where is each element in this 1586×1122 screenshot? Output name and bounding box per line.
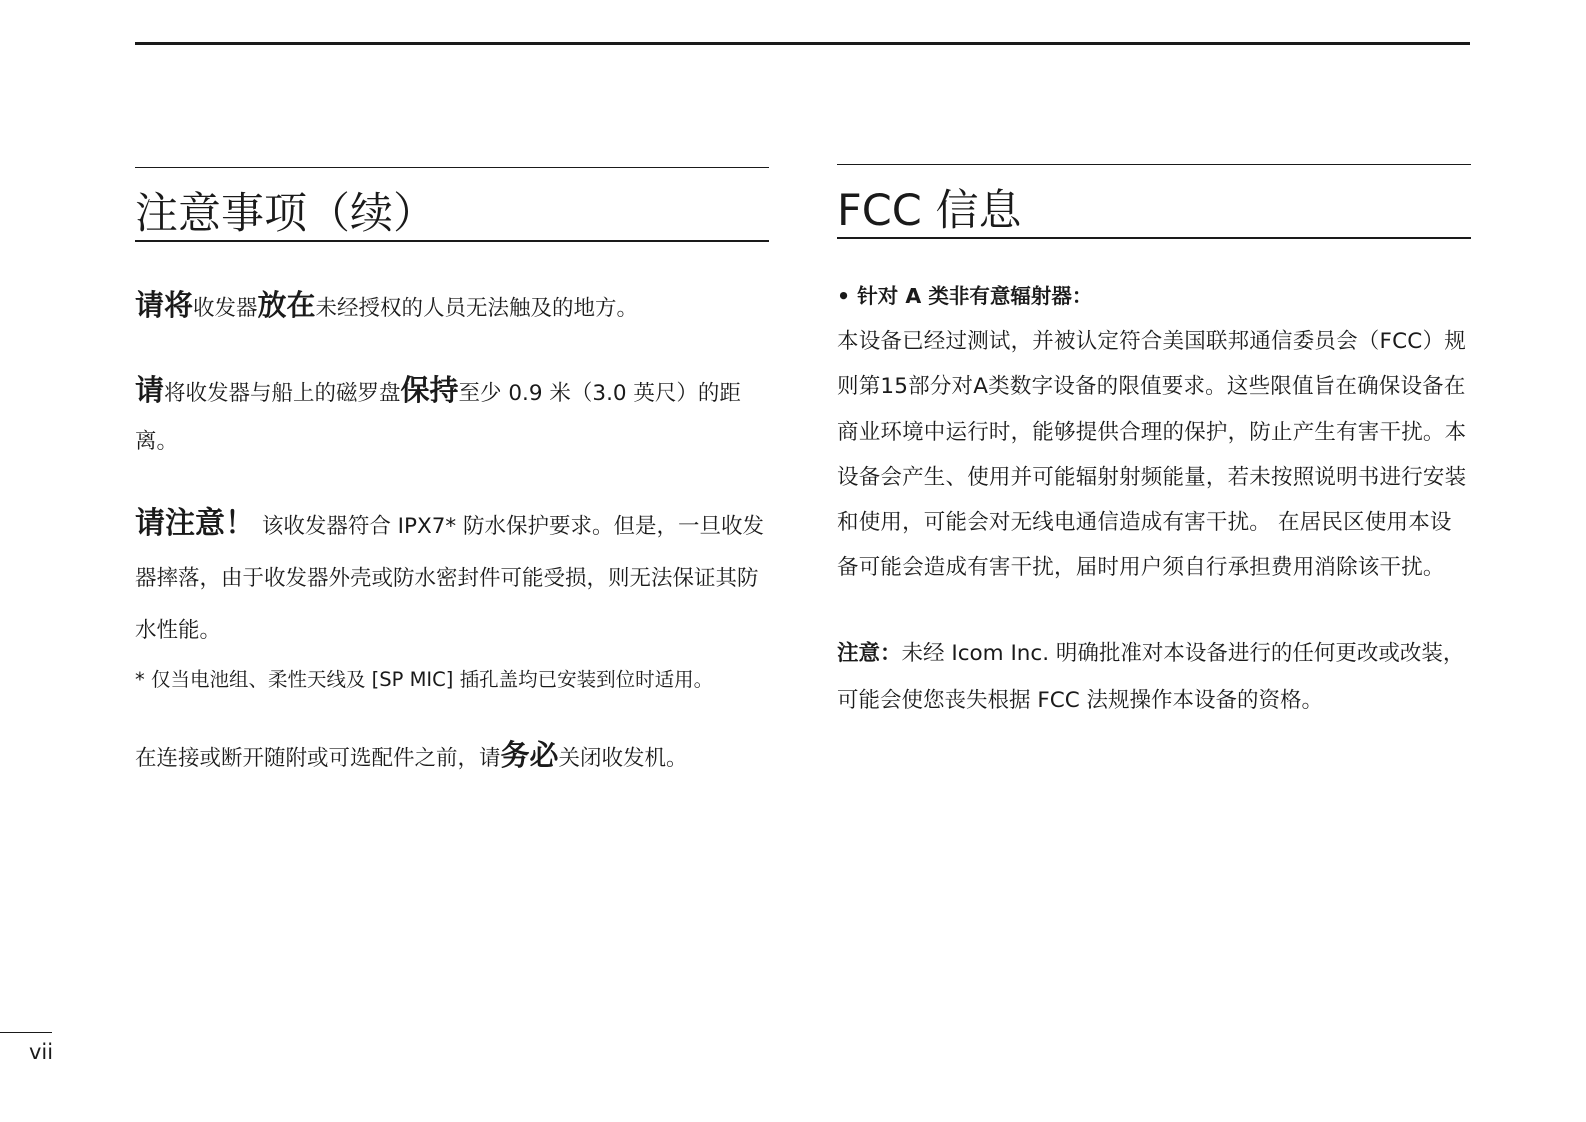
body-text: 未经授权的人员无法触及的地方。 xyxy=(315,296,639,321)
section-rule-top xyxy=(135,167,769,168)
emphasis-text: 保持 xyxy=(400,373,459,407)
emphasis-text: 请 xyxy=(135,373,165,407)
fcc-caution xyxy=(837,630,1471,724)
footer-rule xyxy=(0,1032,52,1033)
precaution-compass-distance xyxy=(135,366,769,466)
emphasis-text: 放在 xyxy=(257,288,316,322)
fcc-title: FCC 信息 xyxy=(837,186,1022,236)
body-text: 收发器 xyxy=(193,296,258,321)
waterproof-footnote: * 仅当电池组、柔性天线及 [SP MIC] 插孔盖均已安装到位时适用。 xyxy=(135,668,714,691)
precaution-placement xyxy=(135,282,769,332)
precaution-waterproof xyxy=(135,498,769,657)
body-text: 该收发器符合 IPX7* 防水保护要求。但是，一旦收发器摔落，由于收发器外壳或防水密封件可能受损，则无法保证其防水性能。 xyxy=(135,514,764,643)
body-text: 至少 0.9 米（3.0 英尺）的距离。 xyxy=(135,381,741,454)
section-rule-bottom xyxy=(135,240,769,242)
precautions-column xyxy=(135,167,769,782)
precautions-title: 注意事项（续） xyxy=(135,189,436,239)
fcc-column xyxy=(837,164,1471,724)
body-text: 将收发器与船上的磁罗盘 xyxy=(164,381,401,406)
emphasis-text: 请将 xyxy=(135,288,194,322)
fcc-class-a-heading: • 针对 A 类非有意辐射器： xyxy=(837,284,1093,308)
section-rule-top xyxy=(837,164,1471,165)
fcc-statement: 本设备已经过测试，并被认定符合美国联邦通信委员会（FCC）规则第15部分对A类数字设备的限值要求。这些限值旨在确保设备在商业环境中运行时，能够提供合理的保护，防止产生有害干扰。本设备会产生、使用并可能辐射射频能量，若未按照说明书进行安装和使用，可能会对无线电通信造成有害干扰。 在居民区使用本设备可能会造成有害干扰，届时用户须自行承担费用消除该干扰。 xyxy=(837,329,1467,581)
body-text: 关闭收发机。 xyxy=(558,746,688,771)
caution-text: 未经 Icom Inc. 明确批准对本设备进行的任何更改或改装，可能会使您丧失根据 FCC 法规操作本设备的资格。 xyxy=(837,640,1465,713)
top-rule xyxy=(135,42,1470,45)
emphasis-text: 请注意！ xyxy=(135,506,255,541)
emphasis-text: 务必 xyxy=(500,738,559,772)
precaution-power-off xyxy=(135,732,769,782)
body-text: 在连接或断开随附或可选配件之前，请 xyxy=(135,746,501,771)
page-number: vii xyxy=(29,1040,54,1064)
caution-label: 注意： xyxy=(837,640,902,666)
section-rule-bottom xyxy=(837,237,1471,239)
